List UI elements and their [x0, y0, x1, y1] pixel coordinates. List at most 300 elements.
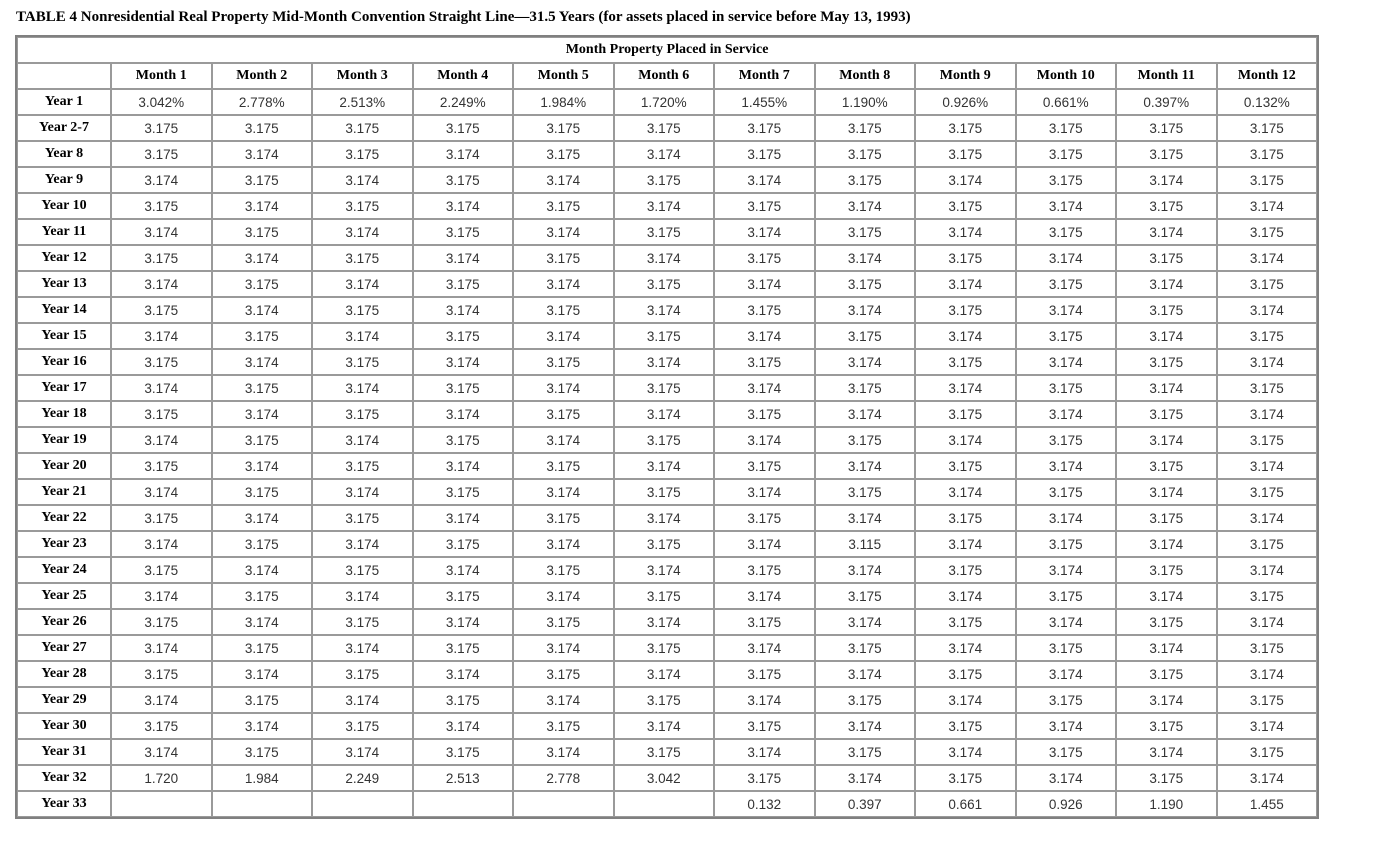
column-header: Month 12 — [1217, 63, 1318, 89]
table-cell: 3.175 — [312, 297, 413, 323]
table-cell: 0.926 — [1016, 791, 1117, 817]
table-cell: 3.174 — [915, 427, 1016, 453]
table-cell: 1.984% — [513, 89, 614, 115]
table-cell: 1.455% — [714, 89, 815, 115]
table-cell: 3.174 — [815, 245, 916, 271]
table-cell: 3.175 — [714, 115, 815, 141]
table-cell: 3.175 — [614, 583, 715, 609]
table-cell: 1.190 — [1116, 791, 1217, 817]
table-row — [17, 739, 1317, 765]
table-cell: 3.174 — [212, 141, 313, 167]
table-cell: 3.174 — [1016, 557, 1117, 583]
table-cell: 3.174 — [312, 219, 413, 245]
table-row — [17, 167, 1317, 193]
row-label: Year 15 — [17, 323, 111, 349]
table-cell: 3.042% — [111, 89, 212, 115]
table-cell: 3.174 — [915, 271, 1016, 297]
table-cell: 3.174 — [1016, 245, 1117, 271]
table-cell: 2.778% — [212, 89, 313, 115]
table-cell: 3.174 — [111, 635, 212, 661]
table-cell: 3.174 — [1016, 609, 1117, 635]
table-cell: 3.174 — [1016, 713, 1117, 739]
table-cell: 3.175 — [1016, 687, 1117, 713]
table-cell: 3.174 — [815, 297, 916, 323]
table-cell: 3.174 — [312, 531, 413, 557]
table-cell: 3.174 — [1217, 713, 1318, 739]
table-cell: 3.175 — [915, 115, 1016, 141]
table-cell: 3.174 — [1116, 635, 1217, 661]
table-cell: 3.174 — [413, 453, 514, 479]
table-cell: 3.174 — [714, 739, 815, 765]
table-cell: 3.175 — [413, 323, 514, 349]
table-row — [17, 323, 1317, 349]
row-label: Year 19 — [17, 427, 111, 453]
table-cell: 3.174 — [1217, 765, 1318, 791]
table-cell: 3.175 — [815, 219, 916, 245]
table-cell: 3.175 — [312, 713, 413, 739]
table-cell: 3.174 — [111, 583, 212, 609]
table-cell: 3.175 — [714, 349, 815, 375]
table-cell: 3.175 — [1217, 635, 1318, 661]
corner-cell — [17, 63, 111, 89]
table-cell: 3.175 — [614, 687, 715, 713]
table-cell: 3.175 — [1217, 219, 1318, 245]
table-cell: 3.174 — [1116, 167, 1217, 193]
table-cell: 3.174 — [111, 687, 212, 713]
table-cell: 0.397% — [1116, 89, 1217, 115]
table-cell: 3.175 — [111, 115, 212, 141]
table-cell: 3.174 — [614, 609, 715, 635]
column-header: Month 9 — [915, 63, 1016, 89]
table-cell: 3.174 — [111, 271, 212, 297]
table-cell: 3.175 — [714, 661, 815, 687]
table-cell: 3.174 — [312, 427, 413, 453]
table-cell — [413, 791, 514, 817]
table-cell: 3.174 — [111, 167, 212, 193]
table-cell: 3.175 — [1217, 141, 1318, 167]
table-cell: 3.174 — [212, 401, 313, 427]
table-cell: 3.174 — [815, 661, 916, 687]
row-label: Year 21 — [17, 479, 111, 505]
table-cell: 1.190% — [815, 89, 916, 115]
table-cell: 3.175 — [212, 479, 313, 505]
table-cell: 3.174 — [312, 479, 413, 505]
row-label: Year 12 — [17, 245, 111, 271]
table-cell: 3.175 — [212, 427, 313, 453]
table-cell: 3.175 — [111, 193, 212, 219]
table-cell: 3.174 — [614, 193, 715, 219]
table-cell — [212, 791, 313, 817]
table-cell: 3.174 — [513, 219, 614, 245]
column-header: Month 11 — [1116, 63, 1217, 89]
table-cell: 3.174 — [915, 479, 1016, 505]
table-cell: 3.174 — [413, 297, 514, 323]
table-cell: 0.661% — [1016, 89, 1117, 115]
table-cell: 3.174 — [1016, 661, 1117, 687]
table-cell: 3.175 — [513, 193, 614, 219]
table-caption: TABLE 4 Nonresidential Real Property Mid-Month Convention Straight Line—31.5 Years (for assets placed in service before May 13, 1993) — [16, 9, 911, 25]
table-cell: 3.174 — [1217, 557, 1318, 583]
table-cell: 3.174 — [815, 713, 916, 739]
row-label: Year 30 — [17, 713, 111, 739]
table-cell: 3.175 — [614, 375, 715, 401]
table-cell: 3.174 — [513, 687, 614, 713]
table-cell: 3.174 — [915, 739, 1016, 765]
row-label: Year 13 — [17, 271, 111, 297]
table-cell: 3.175 — [915, 557, 1016, 583]
table-cell: 3.175 — [714, 141, 815, 167]
table-cell: 3.175 — [111, 245, 212, 271]
table-cell: 3.174 — [1217, 453, 1318, 479]
table-cell: 3.174 — [513, 583, 614, 609]
row-label: Year 29 — [17, 687, 111, 713]
table-cell: 3.174 — [1016, 297, 1117, 323]
table-cell: 3.175 — [312, 661, 413, 687]
table-cell: 3.175 — [1016, 635, 1117, 661]
table-cell: 3.174 — [413, 609, 514, 635]
table-row — [17, 687, 1317, 713]
table-cell: 3.174 — [413, 401, 514, 427]
table-cell: 3.174 — [915, 167, 1016, 193]
table-cell — [312, 791, 413, 817]
table-cell: 3.174 — [614, 505, 715, 531]
table-cell: 3.175 — [815, 427, 916, 453]
table-cell: 3.175 — [915, 713, 1016, 739]
table-cell: 3.174 — [413, 661, 514, 687]
table-cell: 3.175 — [513, 661, 614, 687]
table-cell: 3.175 — [111, 609, 212, 635]
table-cell: 0.926% — [915, 89, 1016, 115]
row-label: Year 8 — [17, 141, 111, 167]
table-cell: 3.174 — [614, 713, 715, 739]
row-label: Year 17 — [17, 375, 111, 401]
table-cell: 3.175 — [111, 141, 212, 167]
row-label: Year 1 — [17, 89, 111, 115]
table-cell: 3.175 — [1016, 323, 1117, 349]
table-row — [17, 245, 1317, 271]
table-cell: 3.174 — [714, 479, 815, 505]
row-label: Year 33 — [17, 791, 111, 817]
table-row — [17, 531, 1317, 557]
table-cell: 3.174 — [1217, 661, 1318, 687]
table-cell: 3.175 — [111, 661, 212, 687]
table-cell: 3.174 — [513, 375, 614, 401]
table-cell: 3.175 — [915, 245, 1016, 271]
table-cell: 2.778 — [513, 765, 614, 791]
table-cell: 3.175 — [1217, 739, 1318, 765]
table-cell: 3.175 — [312, 141, 413, 167]
table-cell: 3.175 — [714, 401, 815, 427]
table-cell: 3.175 — [915, 349, 1016, 375]
row-label: Year 11 — [17, 219, 111, 245]
table-cell: 3.174 — [513, 271, 614, 297]
table-cell: 3.174 — [714, 375, 815, 401]
table-cell: 3.175 — [815, 375, 916, 401]
table-cell: 3.175 — [1217, 323, 1318, 349]
table-cell: 3.174 — [815, 401, 916, 427]
table-cell: 3.175 — [815, 141, 916, 167]
table-row — [17, 89, 1317, 115]
table-cell: 3.175 — [915, 505, 1016, 531]
table-cell: 3.115 — [815, 531, 916, 557]
table-cell: 3.175 — [413, 375, 514, 401]
table-cell: 3.174 — [111, 375, 212, 401]
table-cell: 3.174 — [1116, 323, 1217, 349]
table-cell: 3.175 — [513, 141, 614, 167]
table-cell: 3.174 — [312, 375, 413, 401]
table-cell: 3.175 — [312, 193, 413, 219]
table-cell: 3.175 — [1016, 141, 1117, 167]
table-cell: 3.175 — [915, 193, 1016, 219]
table-cell: 3.174 — [614, 349, 715, 375]
table-row — [17, 479, 1317, 505]
table-cell: 3.175 — [1217, 375, 1318, 401]
table-cell: 2.249% — [413, 89, 514, 115]
table-row — [17, 609, 1317, 635]
table-cell: 3.175 — [1116, 141, 1217, 167]
table-cell: 3.174 — [212, 505, 313, 531]
table-cell: 3.175 — [915, 401, 1016, 427]
table-cell: 3.175 — [513, 245, 614, 271]
table-cell: 3.174 — [212, 609, 313, 635]
table-cell: 3.174 — [1016, 193, 1117, 219]
row-label: Year 24 — [17, 557, 111, 583]
table-row — [17, 375, 1317, 401]
table-cell: 3.175 — [1116, 349, 1217, 375]
table-cell: 3.175 — [513, 505, 614, 531]
table-row — [17, 635, 1317, 661]
table-cell: 3.174 — [915, 323, 1016, 349]
table-cell: 3.174 — [614, 401, 715, 427]
table-cell: 3.175 — [212, 167, 313, 193]
table-cell: 3.174 — [714, 219, 815, 245]
table-cell: 3.174 — [513, 323, 614, 349]
table-cell: 3.175 — [915, 609, 1016, 635]
table-cell: 3.175 — [1217, 115, 1318, 141]
table-cell: 3.175 — [614, 427, 715, 453]
table-cell: 3.175 — [1016, 219, 1117, 245]
table-cell: 3.174 — [1116, 739, 1217, 765]
table-cell: 3.175 — [1217, 427, 1318, 453]
table-cell: 3.174 — [513, 635, 614, 661]
table-cell: 3.175 — [714, 505, 815, 531]
table-cell: 3.174 — [1016, 349, 1117, 375]
table-cell: 3.175 — [312, 245, 413, 271]
table-row — [17, 765, 1317, 791]
table-cell: 3.174 — [111, 479, 212, 505]
row-label: Year 9 — [17, 167, 111, 193]
table-cell: 3.175 — [815, 479, 916, 505]
table-cell: 3.175 — [915, 141, 1016, 167]
table-cell: 3.175 — [1016, 531, 1117, 557]
table-row — [17, 297, 1317, 323]
table-cell — [111, 791, 212, 817]
table-cell: 3.174 — [413, 349, 514, 375]
table-cell: 3.174 — [413, 141, 514, 167]
group-header-row — [17, 37, 1317, 63]
column-header: Month 10 — [1016, 63, 1117, 89]
table-cell: 3.175 — [111, 505, 212, 531]
table-cell: 3.174 — [1116, 479, 1217, 505]
table-cell: 3.175 — [714, 297, 815, 323]
table-cell: 3.175 — [815, 115, 916, 141]
table-cell: 3.175 — [1016, 167, 1117, 193]
table-row — [17, 661, 1317, 687]
table-cell — [513, 791, 614, 817]
table-cell: 3.174 — [915, 687, 1016, 713]
table-cell: 3.175 — [1217, 531, 1318, 557]
table-row — [17, 453, 1317, 479]
column-header: Month 3 — [312, 63, 413, 89]
table-cell: 3.174 — [413, 557, 514, 583]
table-cell: 3.175 — [413, 271, 514, 297]
table-row — [17, 557, 1317, 583]
table-cell: 3.175 — [111, 557, 212, 583]
table-cell: 3.174 — [1016, 401, 1117, 427]
table-cell: 3.175 — [915, 765, 1016, 791]
table-cell: 3.174 — [212, 453, 313, 479]
table-cell: 3.175 — [1217, 479, 1318, 505]
table-cell: 3.175 — [312, 349, 413, 375]
row-label: Year 25 — [17, 583, 111, 609]
column-header: Month 6 — [614, 63, 715, 89]
table-cell: 3.175 — [915, 453, 1016, 479]
table-cell: 3.174 — [111, 531, 212, 557]
table-cell: 3.175 — [1116, 609, 1217, 635]
table-cell: 3.175 — [714, 557, 815, 583]
table-cell: 3.175 — [413, 687, 514, 713]
table-cell: 3.175 — [513, 557, 614, 583]
table-cell: 3.175 — [1217, 167, 1318, 193]
table-row — [17, 713, 1317, 739]
table-cell: 3.175 — [212, 687, 313, 713]
table-cell: 3.174 — [614, 661, 715, 687]
table-cell: 3.175 — [614, 739, 715, 765]
table-cell: 3.174 — [1217, 193, 1318, 219]
table-cell: 3.174 — [714, 531, 815, 557]
table-cell: 3.175 — [413, 531, 514, 557]
table-cell: 3.174 — [815, 453, 916, 479]
table-cell: 3.174 — [815, 609, 916, 635]
table-cell: 3.175 — [714, 453, 815, 479]
table-cell: 3.175 — [111, 713, 212, 739]
table-cell: 0.132 — [714, 791, 815, 817]
table-cell: 3.175 — [413, 739, 514, 765]
table-cell: 3.174 — [614, 453, 715, 479]
table-cell: 3.175 — [212, 115, 313, 141]
table-row — [17, 583, 1317, 609]
table-cell: 3.174 — [614, 141, 715, 167]
table-row — [17, 271, 1317, 297]
table-cell: 3.175 — [714, 713, 815, 739]
table-cell: 3.174 — [1217, 505, 1318, 531]
column-header: Month 2 — [212, 63, 313, 89]
table-cell: 3.174 — [513, 479, 614, 505]
table-cell: 3.174 — [815, 505, 916, 531]
table-cell: 3.175 — [714, 609, 815, 635]
table-cell: 3.175 — [714, 245, 815, 271]
table-cell: 3.174 — [915, 531, 1016, 557]
table-cell: 3.174 — [714, 167, 815, 193]
table-cell: 3.174 — [714, 271, 815, 297]
table-cell: 3.174 — [1217, 297, 1318, 323]
row-label: Year 28 — [17, 661, 111, 687]
table-cell: 3.175 — [413, 219, 514, 245]
table-cell: 3.175 — [312, 557, 413, 583]
table-cell: 3.174 — [815, 193, 916, 219]
table-cell: 3.174 — [312, 323, 413, 349]
table-cell: 3.174 — [413, 193, 514, 219]
table-cell: 3.175 — [1116, 453, 1217, 479]
row-label: Year 22 — [17, 505, 111, 531]
table-cell: 2.513% — [312, 89, 413, 115]
table-cell: 3.174 — [915, 635, 1016, 661]
table-cell: 3.175 — [111, 297, 212, 323]
table-cell: 3.174 — [714, 323, 815, 349]
table-cell: 3.175 — [212, 583, 313, 609]
table-cell: 3.175 — [714, 193, 815, 219]
row-label: Year 16 — [17, 349, 111, 375]
table-cell: 3.175 — [212, 271, 313, 297]
table-cell: 3.174 — [513, 427, 614, 453]
table-cell: 2.249 — [312, 765, 413, 791]
table-row — [17, 115, 1317, 141]
column-header: Month 7 — [714, 63, 815, 89]
table-cell: 3.175 — [614, 219, 715, 245]
table-row — [17, 791, 1317, 817]
table-cell: 3.175 — [1116, 115, 1217, 141]
table-cell: 3.174 — [1116, 531, 1217, 557]
table-cell: 3.175 — [1116, 297, 1217, 323]
table-cell: 3.174 — [212, 297, 313, 323]
table-cell: 3.175 — [815, 687, 916, 713]
table-cell: 3.174 — [1016, 505, 1117, 531]
table-cell: 3.175 — [1116, 713, 1217, 739]
table-cell: 3.174 — [1116, 219, 1217, 245]
table-cell: 3.175 — [111, 453, 212, 479]
table-cell: 3.175 — [815, 167, 916, 193]
table-cell: 3.175 — [413, 479, 514, 505]
table-cell: 3.174 — [111, 323, 212, 349]
table-cell: 3.175 — [614, 479, 715, 505]
table-cell: 3.175 — [714, 765, 815, 791]
table-cell: 3.175 — [513, 401, 614, 427]
table-cell: 3.174 — [312, 687, 413, 713]
table-cell: 3.174 — [614, 245, 715, 271]
table-cell: 3.174 — [312, 167, 413, 193]
table-cell: 3.175 — [1217, 583, 1318, 609]
table-cell: 3.175 — [413, 635, 514, 661]
table-cell: 3.174 — [815, 557, 916, 583]
table-cell: 3.175 — [513, 713, 614, 739]
table-cell: 3.175 — [312, 401, 413, 427]
table-cell: 3.174 — [1116, 687, 1217, 713]
table-cell: 3.174 — [1116, 427, 1217, 453]
column-header: Month 5 — [513, 63, 614, 89]
table-cell: 3.174 — [915, 219, 1016, 245]
table-cell: 3.175 — [815, 739, 916, 765]
table-cell: 3.175 — [815, 271, 916, 297]
table-cell: 3.174 — [212, 245, 313, 271]
table-cell: 1.984 — [212, 765, 313, 791]
table-cell: 3.175 — [513, 453, 614, 479]
table-cell: 3.175 — [212, 531, 313, 557]
table-cell: 3.175 — [815, 635, 916, 661]
table-cell: 3.174 — [915, 375, 1016, 401]
table-body — [17, 89, 1317, 817]
column-header: Month 1 — [111, 63, 212, 89]
table-cell: 3.174 — [212, 193, 313, 219]
